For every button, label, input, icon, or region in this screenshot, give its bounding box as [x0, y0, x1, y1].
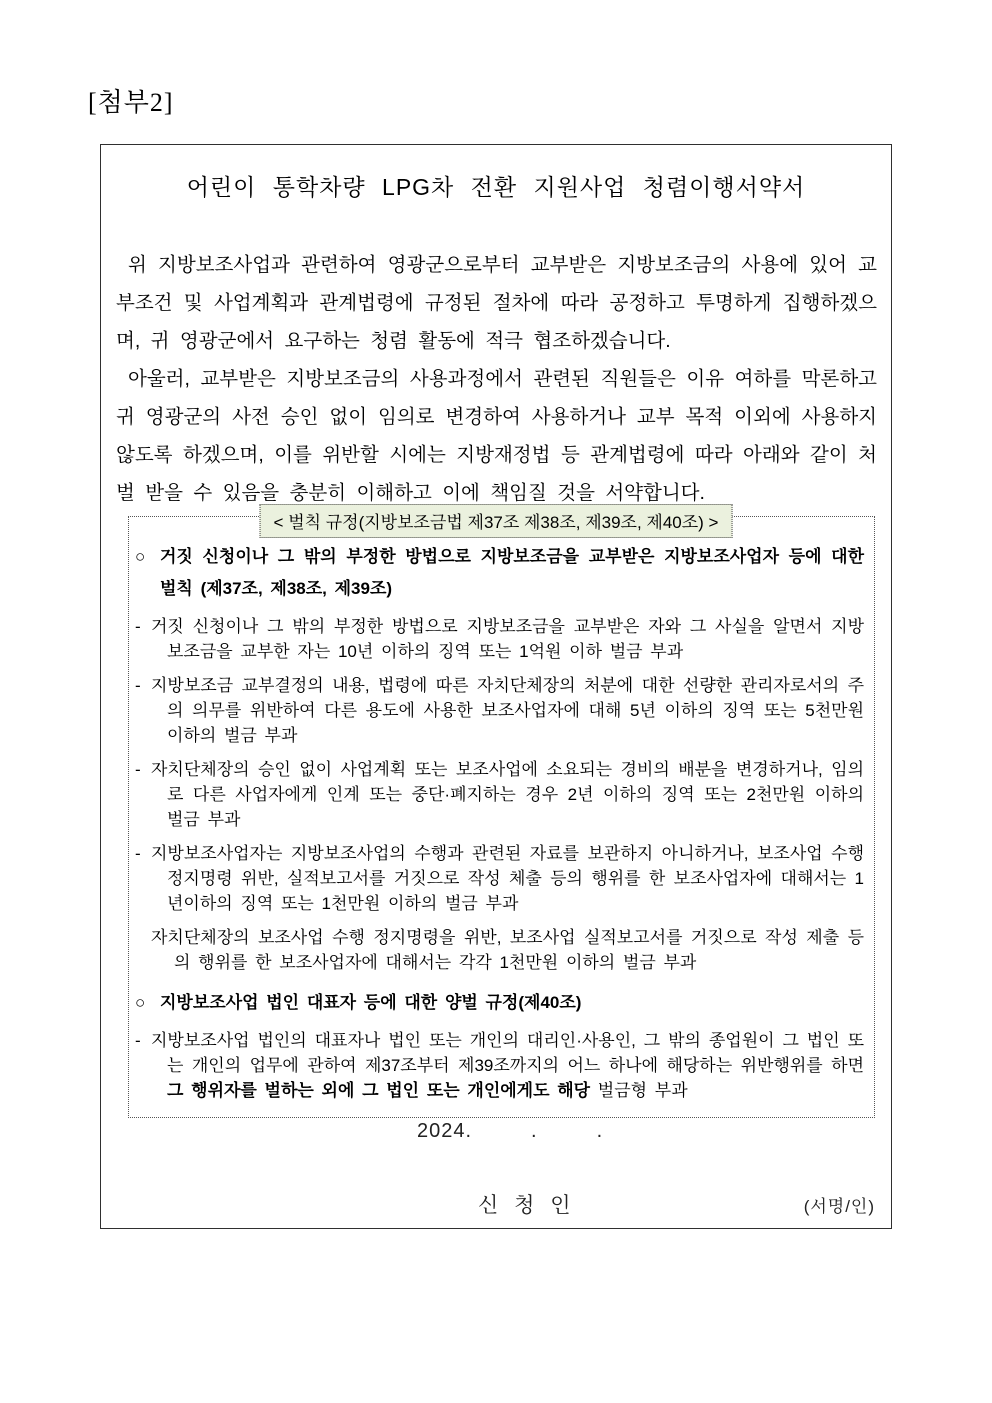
document-frame — [100, 144, 892, 1229]
signature-row — [101, 1189, 891, 1219]
circle-marker: ○ — [135, 547, 146, 566]
penalty-item-text: 벌금형 부과 — [590, 1081, 688, 1100]
penalty-item-text: 자치단체장의 보조사업 수행 정지명령을 위반, 보조사업 실적보고서를 거짓으로 작성 제출 등의 행위를 한 보조사업자에 대해서는 각각 1천만원 이하의 벌금 부과 — [151, 928, 864, 972]
dash-marker: - — [135, 617, 141, 636]
dash-marker: - — [135, 676, 141, 695]
attachment-label: [첨부2] — [88, 88, 174, 117]
dash-marker: - — [135, 760, 141, 779]
penalty-item — [129, 614, 864, 664]
penalty-item-text: 지방보조금 교부결정의 내용, 법령에 따른 자치단체장의 처분에 대한 선량한 관리자로서의 주의 의무를 위반하여 다른 용도에 사용한 보조사업자에 대해 5년 이하의 징역 또는 5천만원 이하의 벌금 부과 — [151, 676, 864, 745]
penalty-item-text: 거짓 신청이나 그 밖의 부정한 방법으로 지방보조금을 교부받은 자와 그 사실을 알면서 지방보조금을 교부한 자는 10년 이하의 징역 또는 1억원 이하 벌금 부과 — [151, 617, 864, 661]
penalty-item — [129, 841, 864, 916]
circle-marker: ○ — [135, 993, 146, 1012]
penalty-item — [129, 925, 864, 975]
penalty-item-text: 거짓 신청이나 그 밖의 부정한 방법으로 지방보조금을 교부받은 지방보조사업자 등에 대한 벌칙 (제37조, 제38조, 제39조) — [160, 547, 864, 598]
pledge-body — [116, 246, 877, 512]
penalty-item-text: 지방보조사업 법인 대표자 등에 대한 양벌 규정(제40조) — [160, 993, 582, 1012]
penalty-rules-box — [128, 516, 875, 1118]
date-line: 2024. . . — [417, 1120, 604, 1142]
penalty-item — [129, 757, 864, 832]
penalty-item — [129, 541, 864, 605]
penalty-item-text: 자치단체장의 승인 없이 사업계획 또는 보조사업에 소요되는 경비의 배분을 변경하거나, 임의로 다른 사업자에게 인계 또는 중단·폐지하는 경우 2년 이하의 징역 또는 2천만원 이하의 벌금 부과 — [151, 760, 864, 829]
pledge-paragraph-1: 위 지방보조사업과 관련하여 영광군으로부터 교부받은 지방보조금의 사용에 있어 교부조건 및 사업계획과 관계법령에 규정된 절차에 따라 공정하고 투명하게 집행하겠으며, 귀 영광군에서 요구하는 청렴 활동에 적극 협조하겠습니다. — [116, 254, 877, 352]
document-title: 어린이 통학차량 LPG차 전환 지원사업 청렴이행서약서 — [186, 174, 806, 200]
pledge-paragraph-2: 아울러, 교부받은 지방보조금의 사용과정에서 관련된 직원들은 이유 여하를 막론하고 귀 영광군의 사전 승인 없이 임의로 변경하여 사용하거나 교부 목적 이외에 사용하지 않도록 하겠으며, 이를 위반할 시에는 지방재정법 등 관계법령에 따라 아래와 같이 처벌 받을 수 있음을 충분히 이해하고 이에 책임질 것을 서약합니다. — [116, 368, 877, 504]
dash-marker: - — [135, 844, 141, 863]
penalty-item — [129, 987, 864, 1019]
dash-marker: - — [135, 1031, 141, 1050]
signature-seal-label: (서명/인) — [803, 1197, 875, 1216]
penalty-item-text-bold: 그 행위자를 벌하는 외에 그 법인 또는 개인에게도 해당 — [167, 1081, 591, 1100]
penalty-item — [129, 673, 864, 748]
penalty-item-text: 지방보조사업 법인의 대표자나 법인 또는 개인의 대리인·사용인, 그 밖의 종업원이 그 법인 또는 개인의 업무에 관하여 제37조부터 제39조까지의 어느 하나에 해당하는 위반행위를 하면 — [151, 1031, 864, 1075]
penalty-item-text: 지방보조사업자는 지방보조사업의 수행과 관련된 자료를 보관하지 아니하거나, 보조사업 수행 정지명령 위반, 실적보고서를 거짓으로 작성 체출 등의 행위를 한 보조사업자에 대해서는 1년이하의 징역 또는 1천만원 이하의 벌금 부과 — [151, 844, 864, 913]
penalty-item — [129, 1028, 864, 1103]
applicant-label: 신 청 인 — [478, 1194, 571, 1217]
penalty-rules-header: < 벌칙 규정(지방보조금법 제37조 제38조, 제39조, 제40조) > — [260, 504, 733, 538]
